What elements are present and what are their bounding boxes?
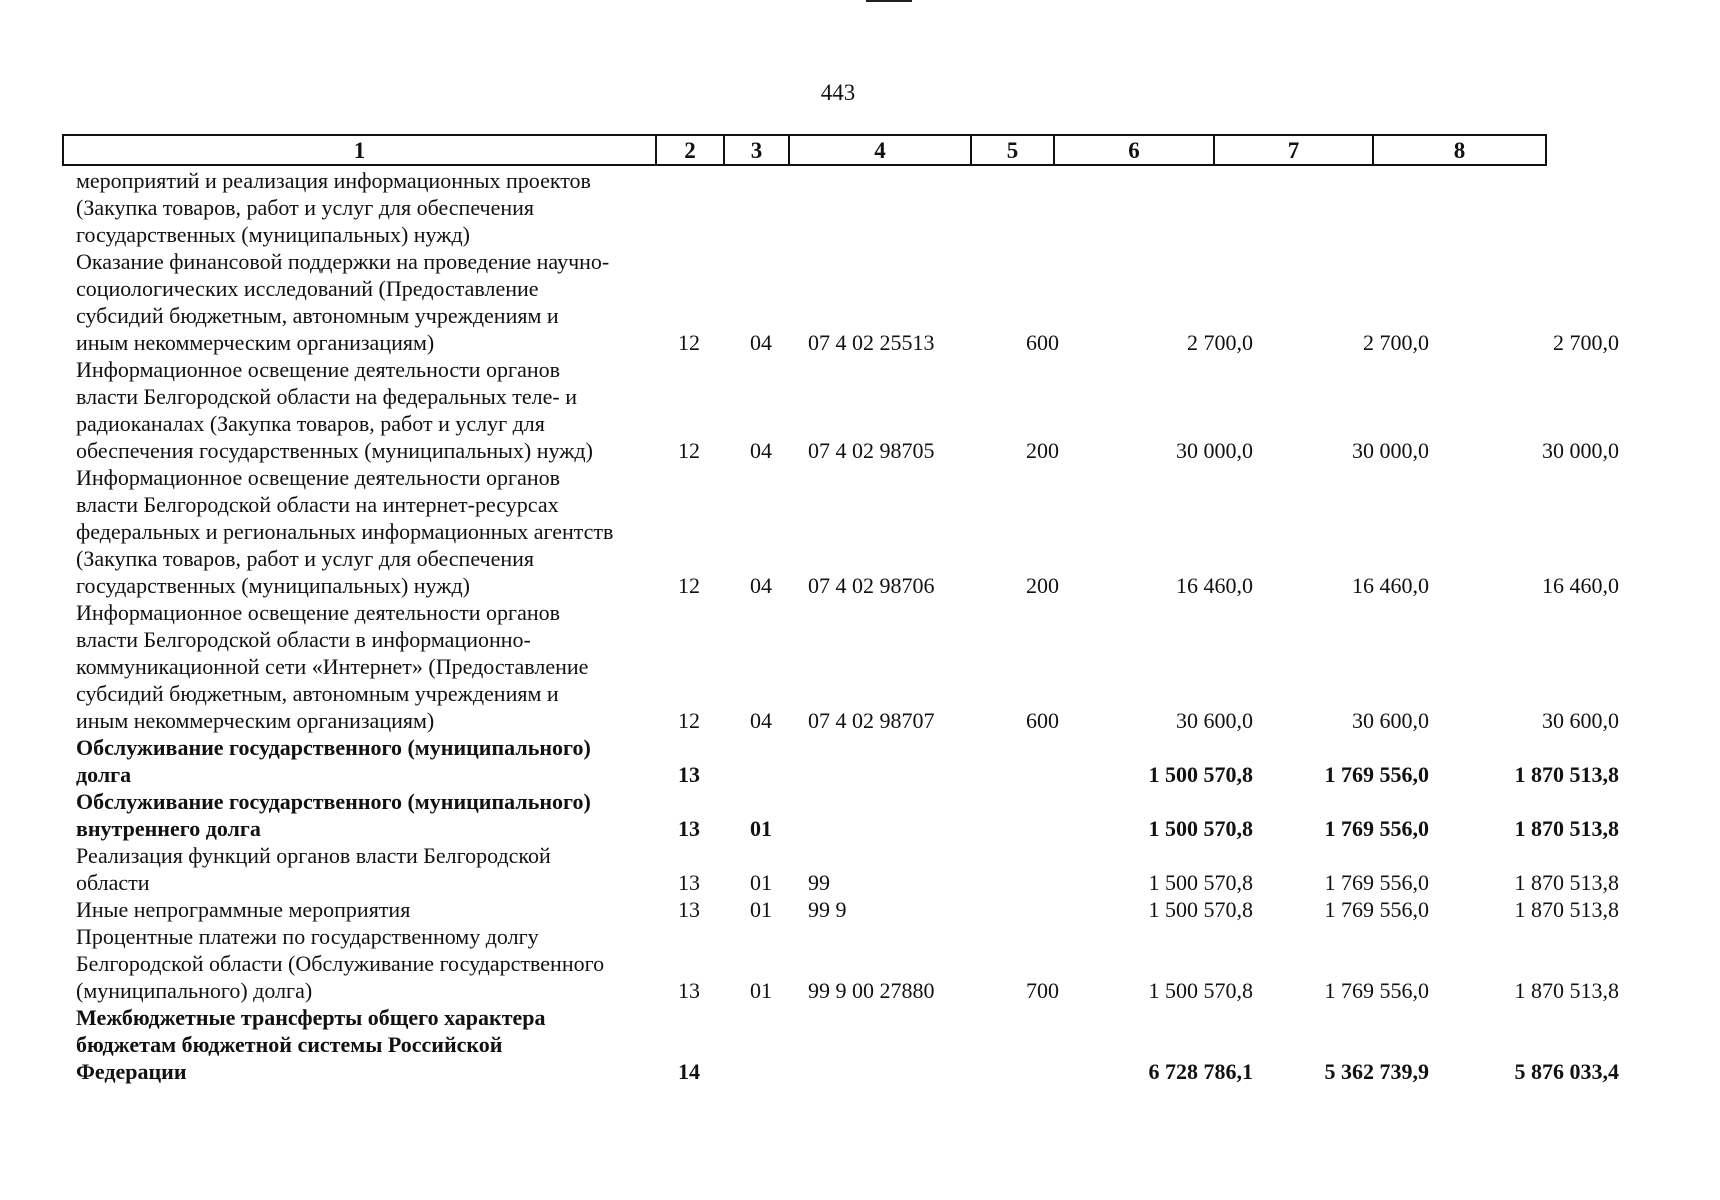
podrazdel-code: 01 [750, 978, 772, 1003]
expense-type-code: 200 [1026, 438, 1059, 463]
amount-col-7: 16 460,0 [1352, 573, 1429, 598]
amount-col-8: 1 870 513,8 [1514, 870, 1619, 895]
row-description [76, 1004, 642, 1085]
amount-col-6: 1 500 570,8 [1148, 762, 1253, 787]
table-row [0, 923, 1720, 1004]
table-row [0, 356, 1720, 464]
amount-col-8: 1 870 513,8 [1514, 897, 1619, 922]
description-line: (Закупка товаров, работ и услуг для обеспечения [76, 195, 535, 220]
amount-col-7: 30 000,0 [1352, 438, 1429, 463]
razdel-code: 12 [678, 573, 700, 598]
description-line: субсидий бюджетным, автономным учреждениям и [76, 681, 559, 706]
amount-col-8: 30 000,0 [1542, 438, 1619, 463]
podrazdel-code: 04 [750, 438, 772, 463]
podrazdel-code: 01 [750, 870, 772, 895]
amount-col-8: 2 700,0 [1553, 330, 1619, 355]
row-description [76, 896, 642, 923]
amount-col-8: 1 870 513,8 [1514, 978, 1619, 1003]
amount-col-6: 1 500 570,8 [1148, 816, 1253, 841]
target-article-code: 99 9 [808, 897, 847, 922]
description-line: Реализация функций органов власти Белгородской [76, 843, 551, 868]
razdel-code: 13 [678, 978, 700, 1003]
description-line: Белгородской области (Обслуживание государственного [76, 951, 605, 976]
description-line: Информационное освещение деятельности органов [76, 600, 560, 625]
amount-col-7: 1 769 556,0 [1324, 870, 1429, 895]
row-description [76, 464, 642, 599]
podrazdel-code: 04 [750, 573, 772, 598]
table-row [0, 788, 1720, 842]
table-row [0, 248, 1720, 356]
razdel-code: 13 [678, 897, 700, 922]
table-row [0, 464, 1720, 599]
razdel-code: 12 [678, 330, 700, 355]
description-line: области [76, 870, 150, 895]
description-line: Иные непрограммные мероприятия [76, 897, 411, 922]
row-description [76, 788, 642, 842]
podrazdel-code: 04 [750, 708, 772, 733]
column-header-8: 8 [1372, 134, 1547, 166]
target-article-code: 99 9 00 27880 [808, 978, 935, 1003]
description-line: радиоканалах (Закупка товаров, работ и услуг для [76, 411, 545, 436]
description-line: социологических исследований (Предоставление [76, 276, 539, 301]
description-line: федеральных и региональных информационных агентств [76, 519, 614, 544]
podrazdel-code: 01 [750, 816, 772, 841]
podrazdel-code: 04 [750, 330, 772, 355]
column-header-row [62, 134, 1628, 164]
description-line: Федерации [76, 1059, 187, 1084]
amount-col-6: 2 700,0 [1187, 330, 1253, 355]
table-row [0, 599, 1720, 734]
target-article-code: 07 4 02 98707 [808, 708, 935, 733]
razdel-code: 13 [678, 762, 700, 787]
description-line: долга [76, 762, 132, 787]
table-row [0, 842, 1720, 896]
description-line: власти Белгородской области в информационно- [76, 627, 531, 652]
description-line: внутреннего долга [76, 816, 261, 841]
amount-col-7: 2 700,0 [1363, 330, 1429, 355]
column-header-5: 5 [970, 134, 1053, 166]
amount-col-6: 1 500 570,8 [1148, 870, 1253, 895]
amount-col-6: 1 500 570,8 [1148, 978, 1253, 1003]
description-line: власти Белгородской области на федеральных теле- и [76, 384, 578, 409]
target-article-code: 07 4 02 98705 [808, 438, 935, 463]
column-header-2: 2 [655, 134, 723, 166]
column-header-1: 1 [62, 134, 655, 166]
budget-table-body [0, 167, 1720, 1085]
description-line: коммуникационной сети «Интернет» (Предоставление [76, 654, 589, 679]
description-line: мероприятий и реализация информационных проектов [76, 168, 591, 193]
amount-col-6: 1 500 570,8 [1148, 897, 1253, 922]
description-line: (Закупка товаров, работ и услуг для обеспечения [76, 546, 535, 571]
expense-type-code: 700 [1026, 978, 1059, 1003]
table-row [0, 896, 1720, 923]
amount-col-7: 1 769 556,0 [1324, 816, 1429, 841]
column-header-4: 4 [788, 134, 970, 166]
podrazdel-code: 01 [750, 897, 772, 922]
amount-col-8: 1 870 513,8 [1514, 816, 1619, 841]
amount-col-7: 1 769 556,0 [1324, 897, 1429, 922]
row-description [76, 248, 642, 356]
expense-type-code: 600 [1026, 708, 1059, 733]
razdel-code: 13 [678, 816, 700, 841]
razdel-code: 12 [678, 708, 700, 733]
target-article-code: 07 4 02 98706 [808, 573, 935, 598]
expense-type-code: 200 [1026, 573, 1059, 598]
column-header-6: 6 [1053, 134, 1213, 166]
razdel-code: 14 [678, 1059, 700, 1084]
amount-col-6: 6 728 786,1 [1148, 1059, 1253, 1084]
description-line: обеспечения государственных (муниципальных) нужд) [76, 438, 593, 463]
expense-type-code: 600 [1026, 330, 1059, 355]
amount-col-6: 30 600,0 [1176, 708, 1253, 733]
target-article-code: 99 [808, 870, 830, 895]
description-line: Процентные платежи по государственному долгу [76, 924, 539, 949]
target-article-code: 07 4 02 25513 [808, 330, 935, 355]
amount-col-8: 30 600,0 [1542, 708, 1619, 733]
razdel-code: 13 [678, 870, 700, 895]
row-description [76, 167, 642, 248]
table-row [0, 1004, 1720, 1085]
row-description [76, 599, 642, 734]
description-line: государственных (муниципальных) нужд) [76, 222, 470, 247]
description-line: власти Белгородской области на интернет-ресурсах [76, 492, 559, 517]
top-mark [866, 0, 912, 2]
description-line: иным некоммерческим организациям) [76, 708, 435, 733]
description-line: (муниципального) долга) [76, 978, 313, 1003]
amount-col-8: 1 870 513,8 [1514, 762, 1619, 787]
razdel-code: 12 [678, 438, 700, 463]
table-row [0, 167, 1720, 248]
row-description [76, 734, 642, 788]
amount-col-7: 1 769 556,0 [1324, 978, 1429, 1003]
description-line: Межбюджетные трансферты общего характера [76, 1005, 546, 1030]
amount-col-6: 30 000,0 [1176, 438, 1253, 463]
row-description [76, 842, 642, 896]
row-description [76, 923, 642, 1004]
amount-col-8: 5 876 033,4 [1514, 1059, 1619, 1084]
description-line: Информационное освещение деятельности органов [76, 465, 560, 490]
description-line: государственных (муниципальных) нужд) [76, 573, 470, 598]
table-row [0, 734, 1720, 788]
column-header-7: 7 [1213, 134, 1372, 166]
description-line: Информационное освещение деятельности органов [76, 357, 560, 382]
amount-col-7: 30 600,0 [1352, 708, 1429, 733]
amount-col-7: 5 362 739,9 [1324, 1059, 1429, 1084]
column-header-3: 3 [723, 134, 788, 166]
amount-col-7: 1 769 556,0 [1324, 762, 1429, 787]
amount-col-6: 16 460,0 [1176, 573, 1253, 598]
description-line: Обслуживание государственного (муниципального) [76, 789, 591, 814]
description-line: Обслуживание государственного (муниципального) [76, 735, 591, 760]
amount-col-8: 16 460,0 [1542, 573, 1619, 598]
page-number: 443 [820, 80, 856, 105]
description-line: бюджетам бюджетной системы Российской [76, 1032, 503, 1057]
row-description [76, 356, 642, 464]
description-line: иным некоммерческим организациям) [76, 330, 435, 355]
description-line: субсидий бюджетным, автономным учреждениям и [76, 303, 559, 328]
description-line: Оказание финансовой поддержки на проведение научно- [76, 249, 610, 274]
